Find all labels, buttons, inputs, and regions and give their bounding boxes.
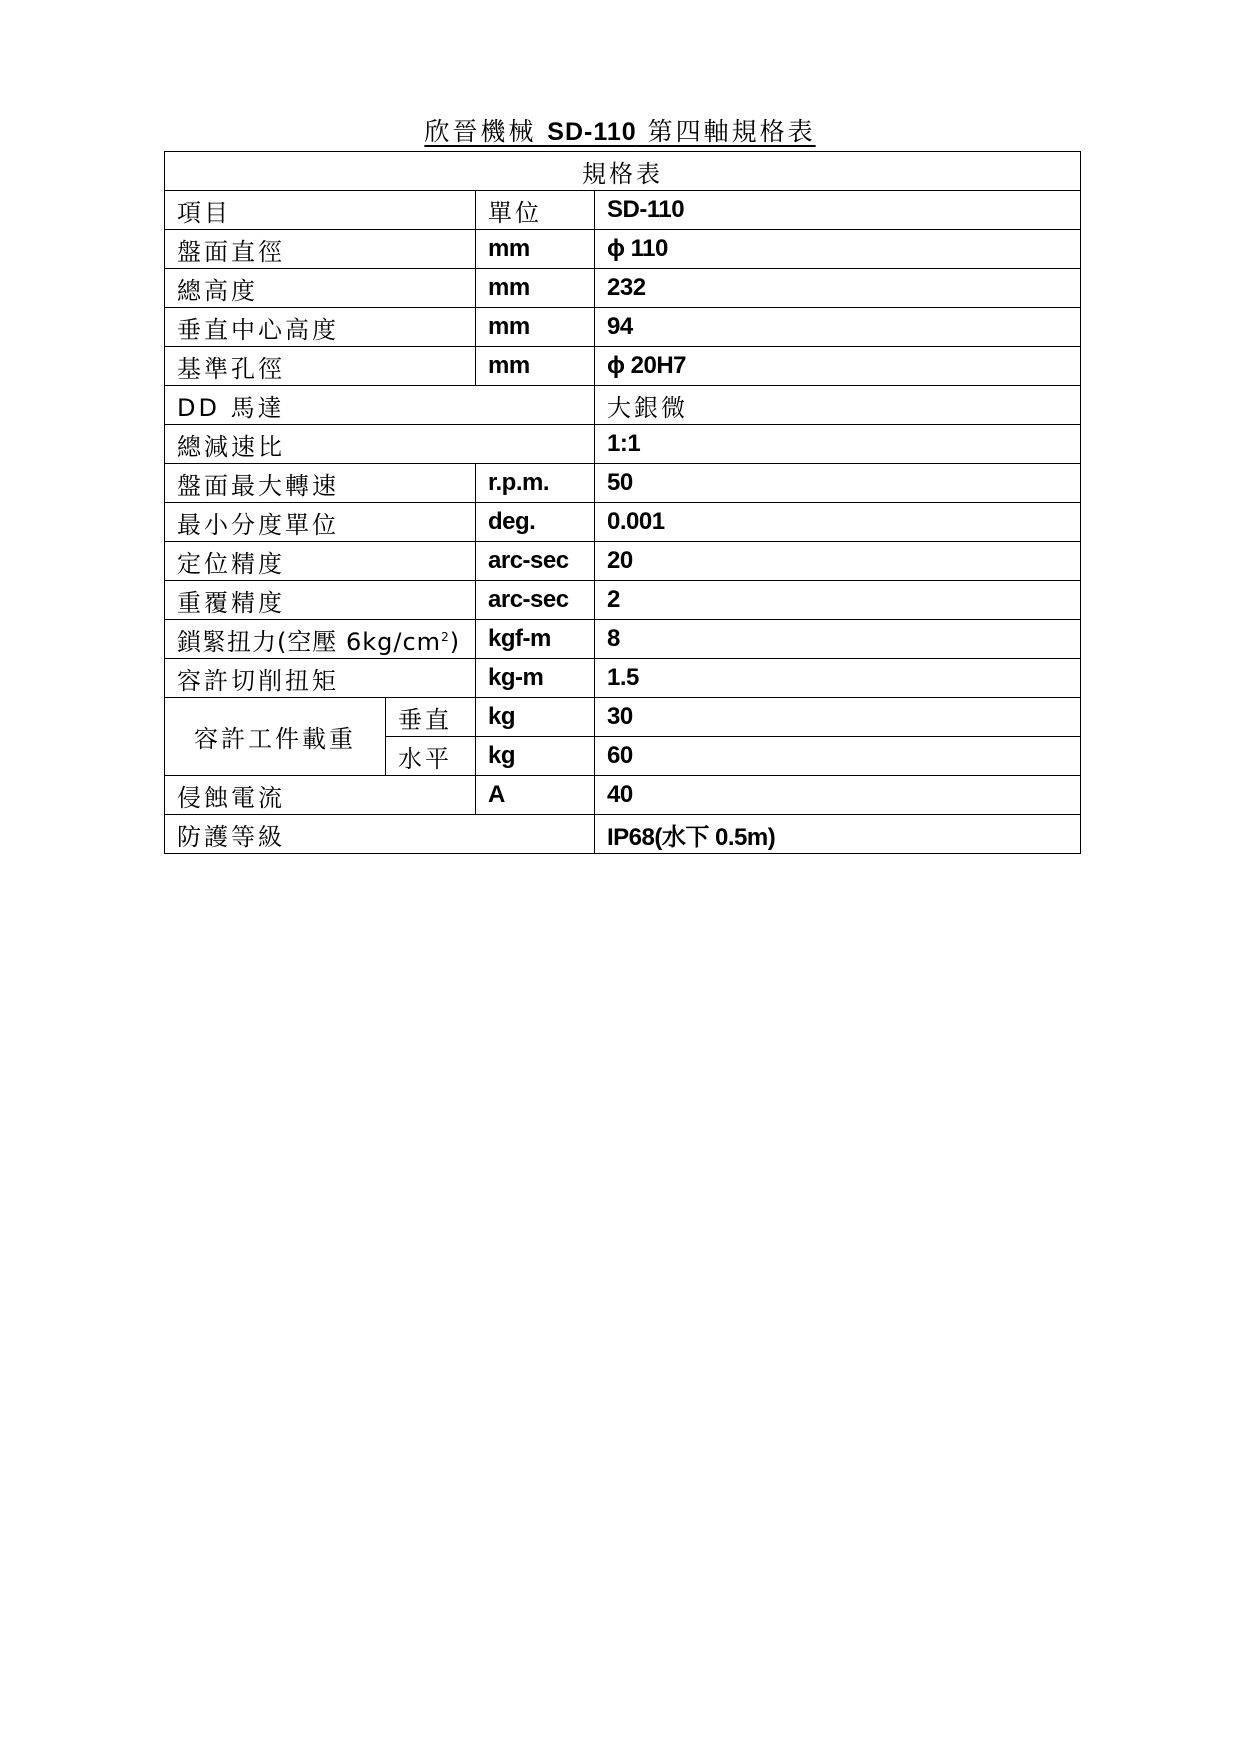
row-value: 2 [595,581,1081,620]
row-unit: mm [476,269,595,308]
load-label: 容許工件載重 [165,698,386,776]
row-item: 總減速比 [165,425,595,464]
spec-table [164,151,1081,854]
row-unit: mm [476,308,595,347]
table-row [165,230,1081,269]
row-item: 侵蝕電流 [165,776,476,815]
col-item-header: 項目 [165,191,476,230]
table-row [165,776,1081,815]
table-row [165,542,1081,581]
row-unit: mm [476,230,595,269]
row-item: 定位精度 [165,542,476,581]
document-title [0,112,1240,148]
row-value: 大銀微 [595,386,1081,425]
row-value: 1.5 [595,659,1081,698]
row-item: 最小分度單位 [165,503,476,542]
row-item: 容許切削扭矩 [165,659,476,698]
row-item-superscript: 2 [441,629,450,644]
load-horizontal-value: 60 [595,737,1081,776]
row-unit: kgf-m [476,620,595,659]
row-item: 盤面最大轉速 [165,464,476,503]
row-value: 1:1 [595,425,1081,464]
row-item: 垂直中心高度 [165,308,476,347]
row-item [165,620,476,659]
row-item: DD 馬達 [165,386,595,425]
row-value: ϕ 20H7 [595,347,1081,386]
title-prefix: 欣晉機械 [424,117,548,146]
table-header: 規格表 [165,152,1081,191]
load-horizontal-unit: kg [476,737,595,776]
col-model-header: SD-110 [595,191,1081,230]
row-value: 40 [595,776,1081,815]
table-row [165,620,1081,659]
row-value: 232 [595,269,1081,308]
row-value: 20 [595,542,1081,581]
row-item: 總高度 [165,269,476,308]
table-row [165,815,1081,854]
load-vertical-unit: kg [476,698,595,737]
table-row [165,425,1081,464]
table-row [165,347,1081,386]
row-value: ϕ 110 [595,230,1081,269]
table-row [165,464,1081,503]
row-item: 重覆精度 [165,581,476,620]
row-unit: deg. [476,503,595,542]
table-row [165,503,1081,542]
row-item-text: 鎖緊扭力(空壓 6kg/cm [177,627,442,656]
title-suffix: 第四軸規格表 [636,117,816,146]
row-unit: r.p.m. [476,464,595,503]
table-row [165,386,1081,425]
table-row [165,698,1081,737]
row-item-close: ) [449,627,461,656]
table-header-row [165,152,1081,191]
row-item: 基準孔徑 [165,347,476,386]
row-item: 防護等級 [165,815,595,854]
table-row [165,659,1081,698]
load-vertical-label: 垂直 [386,698,476,737]
row-unit: A [476,776,595,815]
table-row [165,269,1081,308]
row-unit: kg-m [476,659,595,698]
row-unit: mm [476,347,595,386]
table-row [165,581,1081,620]
column-header-row [165,191,1081,230]
row-unit: arc-sec [476,542,595,581]
row-value: 8 [595,620,1081,659]
table-row [165,308,1081,347]
load-vertical-value: 30 [595,698,1081,737]
row-value: 50 [595,464,1081,503]
row-item: 盤面直徑 [165,230,476,269]
row-value: 94 [595,308,1081,347]
row-unit: arc-sec [476,581,595,620]
title-model: SD-110 [547,118,637,146]
row-value: IP68(水下 0.5m) [595,815,1081,854]
load-horizontal-label: 水平 [386,737,476,776]
col-unit-header: 單位 [476,191,595,230]
row-value: 0.001 [595,503,1081,542]
